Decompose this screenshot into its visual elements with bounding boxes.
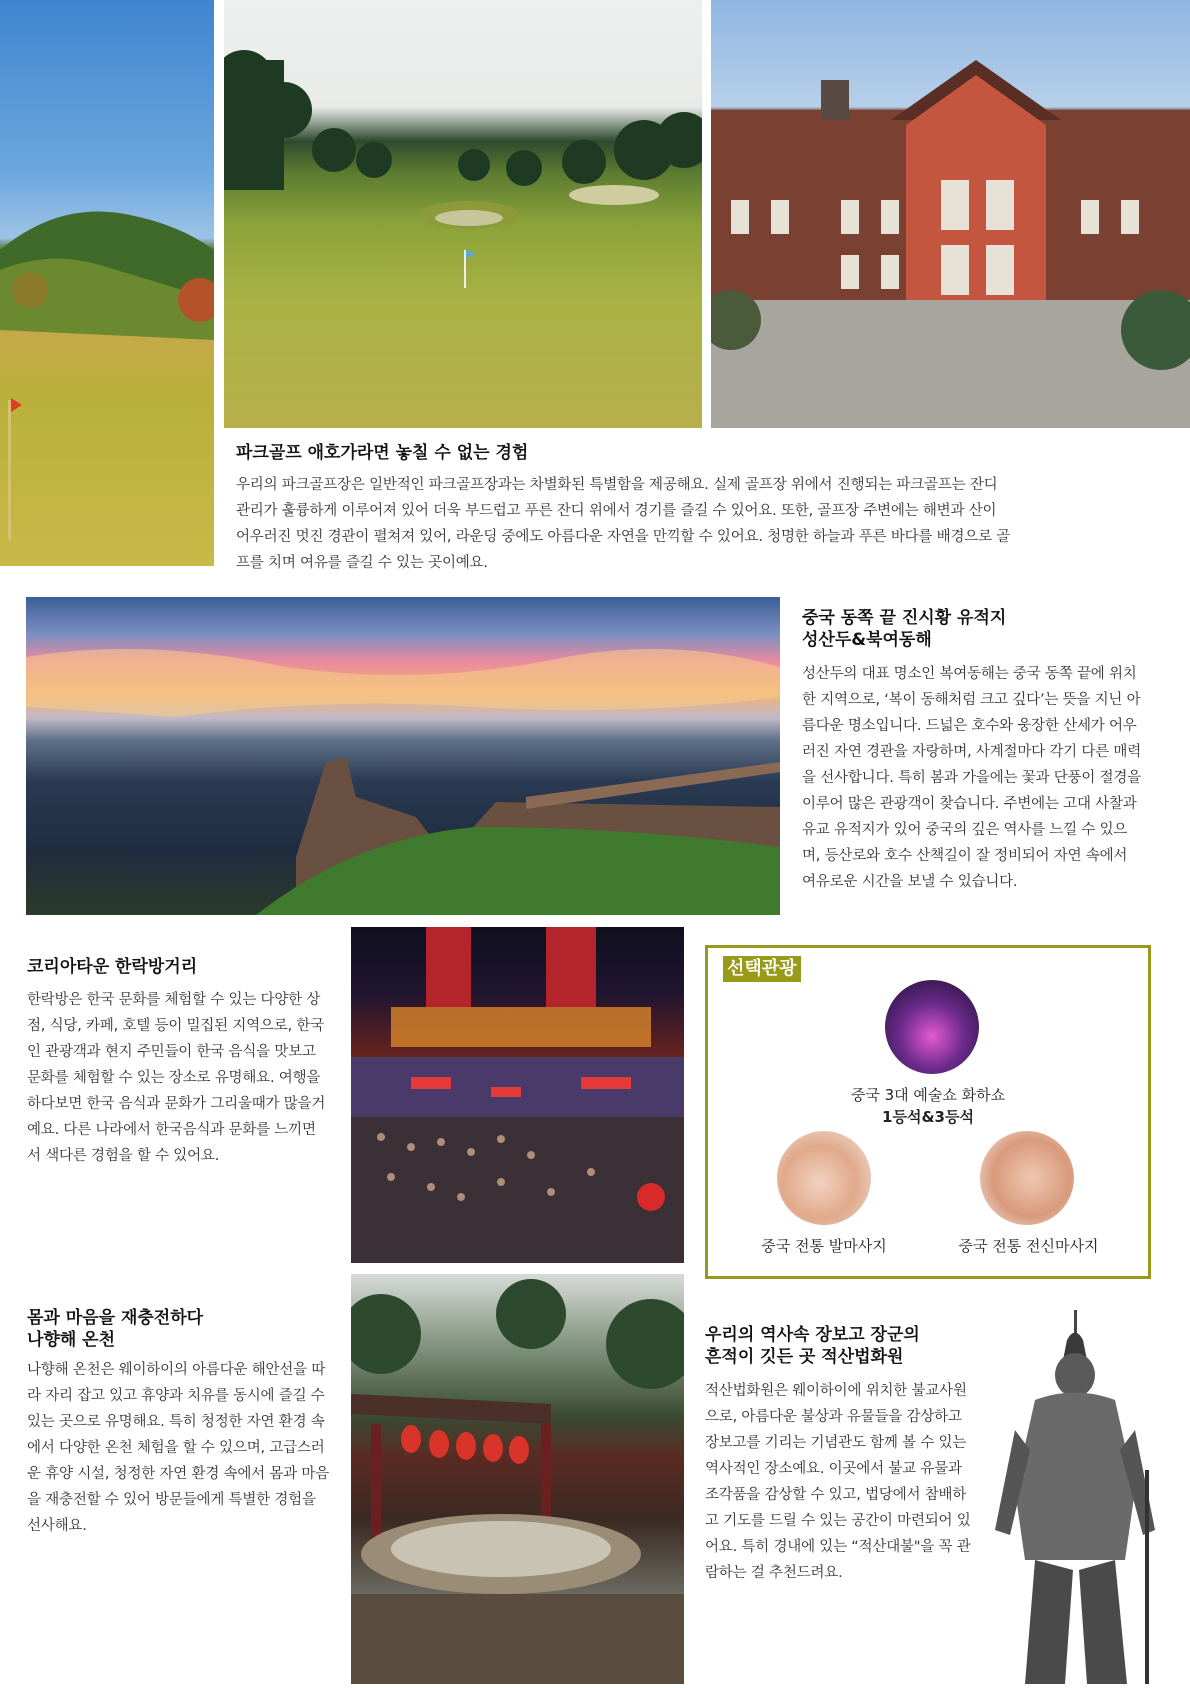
korea-town-night-street-photo [351,927,684,1263]
park-golf-photo [224,0,702,428]
onsen-description: 나향해 온천은 웨이하이의 아름다운 해안선을 따라 자리 잡고 있고 휴양과 치유를 동시에 즐길 수 있는 곳으로 유명해요. 특히 청정한 자연 환경 속에서 다양한 온천 체험을 할 수 있으며, 고급스러운 휴양 시설, 청정한 자연 환경 속에서 몸과 마음을 재충전할 수 있어 방문들에게 특별한 경험을 선사해요. [27,1362,330,1534]
temple-title-line2: 흔적이 깃든 곳 적산법화원 [705,1347,904,1367]
korea-town-title: 코리아타운 한락방거리 [27,957,198,977]
golf-description: 우리의 파크골프장은 일반적인 파크골프장과는 차별화된 특별함을 제공해요. 실제 골프장 위에서 진행되는 파크골프는 잔디 관리가 훌륭하게 이루어져 있어 더욱 부드럽고 푸른 잔디 위에서 경기를 즐길 수 있어요. 또한, 골프장 주변에는 해변과 산이 어우러진 멋진 경관이 펼쳐져 있어, 라운딩 중에도 아름다운 자연을 만끽할 수 있어요. 청명한 하늘과 푸른 바다를 배경으로 골프를 치며 여유를 즐길 수 있는 곳이예요. [236,477,1011,571]
body-massage-thumbnail [980,1131,1074,1225]
onsen-title-line2: 나향해 온천 [27,1330,116,1350]
foot-massage-thumbnail [777,1131,871,1225]
seongsan-description: 성산두의 대표 명소인 복여동해는 중국 동쪽 끝에 위치한 지역으로, ‘복이 동해처럼 크고 깊다’는 뜻을 지닌 아름다운 명소입니다. 드넓은 호수와 웅장한 산세가 어우러진 자연 경관을 자랑하며, 사계절마다 각기 다른 매력을 선사합니다. 특히 봄과 가을에는 꽃과 단풍이 절경을 이루어 많은 관광객이 찾습니다. 주변에는 고대 사찰과 유교 유적지가 있어 중국의 깊은 역사를 느낄 수 있으며, 등산로와 호수 산책길이 잘 정비되어 자연 속에서 여유로운 시간을 보낼 수 있습니다. [802,666,1142,890]
jang-bogo-statue-image [995,1310,1170,1684]
seongsan-title-line2: 성산두&북여동해 [802,630,932,650]
golf-clubhouse-photo [711,0,1190,428]
optional-tour-box [705,945,1151,1279]
show-seats: 1등석&3등석 [882,1108,974,1126]
seongsan-title-line1: 중국 동쪽 끝 진시황 유적지 [802,608,1007,628]
korea-town-description: 한락방은 한국 문화를 체험할 수 있는 다양한 상점, 식당, 카페, 호텔 등이 밀집된 지역으로, 한국인 관광객과 현지 주민들이 한국 음식을 맛보고 문화를 체험할 수 있는 장소로 유명해요. 여행을 하다보면 한국 음식과 문화가 그리울때가 많을거예요. 다른 나라에서 한국음식과 문화를 느끼면서 색다른 경험을 할 수 있어요. [27,992,326,1164]
golf-course-photo-left [0,0,214,566]
body-massage-label: 중국 전통 전신마사지 [958,1237,1099,1255]
show-title: 중국 3대 예술쇼 화하쇼 [850,1086,1006,1104]
temple-description: 적산법화원은 웨이하이에 위치한 불교사원으로, 아름다운 불상과 유물들을 감상하고 장보고를 기리는 기념관도 함께 볼 수 있는 역사적인 장소예요. 이곳에서 불교 유물과 조각품을 감상할 수 있고, 법당에서 참배하고 기도를 드릴 수 있는 공간이 마련되어 있어요. 특히 경내에 있는 “적산대불"을 꼭 관람하는 걸 추천드려요. [705,1383,971,1581]
hot-spring-photo [351,1274,684,1684]
temple-title-line1: 우리의 역사속 장보고 장군의 [705,1325,920,1345]
golf-title: 파크골프 애호가라면 놓칠 수 없는 경험 [236,443,529,463]
seongsan-sunset-sea-photo [26,597,780,915]
show-thumbnail [885,980,979,1074]
onsen-title-line1: 몸과 마음을 재충전하다 [27,1308,204,1328]
foot-massage-label: 중국 전통 발마사지 [761,1237,887,1255]
optional-tour-label: 선택관광 [723,956,801,982]
